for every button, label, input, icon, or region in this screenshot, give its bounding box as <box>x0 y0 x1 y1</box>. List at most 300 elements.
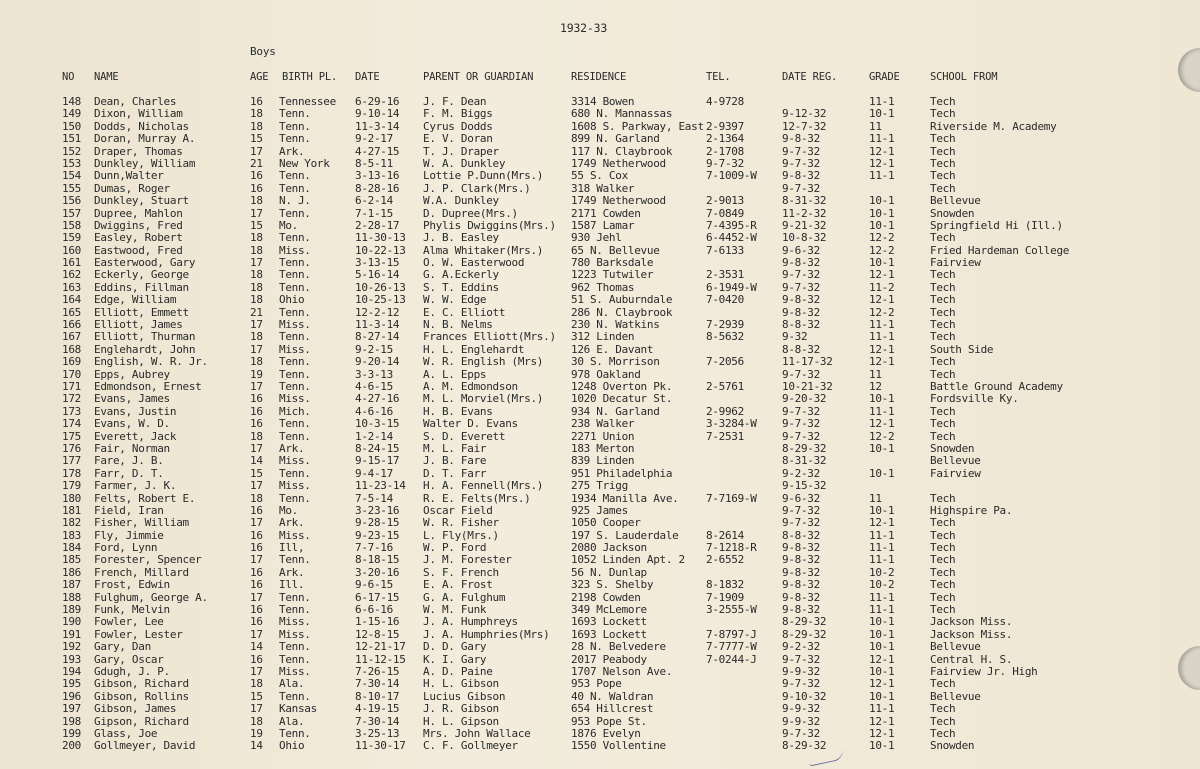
cell-date: 9-6-15 <box>355 579 393 592</box>
table-row <box>0 319 1200 331</box>
cell-reg: 9-8-32 <box>782 591 820 604</box>
cell-school: Bellevue <box>930 195 981 208</box>
cell-no: 174 <box>62 418 81 431</box>
cell-school: Tech <box>930 331 956 344</box>
cell-res: 680 N. Mannassas <box>571 108 673 121</box>
cell-age: 16 <box>250 170 263 183</box>
cell-reg: 11-17-32 <box>782 356 833 369</box>
cell-name: Forester, Spencer <box>94 554 202 567</box>
cell-date: 3-25-13 <box>355 727 400 740</box>
cell-name: French, Millard <box>94 566 189 579</box>
table-row <box>0 245 1200 257</box>
cell-school: Tech <box>930 727 956 740</box>
header-date: DATE <box>355 71 380 83</box>
cell-date: 2-28-17 <box>355 219 400 232</box>
cell-reg: 8-8-32 <box>782 343 820 356</box>
cell-reg: 9-8-32 <box>782 133 820 146</box>
cell-age: 18 <box>250 195 263 208</box>
cell-name: Evans, W. D. <box>94 418 170 431</box>
cell-reg: 9-6-32 <box>782 492 820 505</box>
cell-name: Evans, Justin <box>94 405 177 418</box>
cell-school: Tech <box>930 715 956 728</box>
cell-parent: W. R. English (Mrs) <box>423 356 544 369</box>
cell-tel: 7-1909 <box>706 591 744 604</box>
cell-age: 18 <box>250 678 263 691</box>
cell-parent: W. A. Dunkley <box>423 157 506 170</box>
cell-name: Edmondson, Ernest <box>94 380 202 393</box>
cell-res: 978 Oakland <box>571 368 641 381</box>
cell-school: Tech <box>930 591 956 604</box>
cell-reg: 9-7-32 <box>782 418 820 431</box>
cell-school: Bellevue <box>930 690 981 703</box>
cell-age: 16 <box>250 579 263 592</box>
cell-no: 193 <box>62 653 81 666</box>
cell-reg: 8-31-32 <box>782 455 827 468</box>
cell-school: Tech <box>930 182 956 195</box>
cell-grade: 11-1 <box>869 591 895 604</box>
cell-grade: 11-1 <box>869 331 895 344</box>
cell-school: Fairview <box>930 257 981 270</box>
cell-parent: J. M. Forester <box>423 554 512 567</box>
cell-no: 152 <box>62 145 81 158</box>
cell-no: 180 <box>62 492 81 505</box>
cell-birth: Tenn. <box>279 727 311 740</box>
cell-reg: 9-10-32 <box>782 690 827 703</box>
cell-birth: Tenn. <box>279 467 311 480</box>
cell-date: 10-22-13 <box>355 244 406 257</box>
cell-name: Dumas, Roger <box>94 182 170 195</box>
cell-res: 55 S. Cox <box>571 170 628 183</box>
cell-date: 11-12-15 <box>355 653 406 666</box>
cell-date: 12-2-12 <box>355 306 400 319</box>
table-row <box>0 455 1200 467</box>
cell-grade: 10-1 <box>869 504 895 517</box>
cell-tel: 7-0420 <box>706 294 744 307</box>
cell-birth: Tenn. <box>279 653 311 666</box>
cell-tel: 2-9397 <box>706 120 744 133</box>
cell-tel: 7-7169-W <box>706 492 757 505</box>
cell-parent: E. C. Elliott <box>423 306 506 319</box>
cell-parent: Lottie P.Dunn(Mrs.) <box>423 170 544 183</box>
table-row <box>0 356 1200 368</box>
cell-age: 21 <box>250 157 263 170</box>
cell-grade: 10-1 <box>869 195 895 208</box>
cell-res: 953 Pope <box>571 678 622 691</box>
cell-no: 199 <box>62 727 81 740</box>
cell-res: 40 N. Waldran <box>571 690 654 703</box>
cell-no: 156 <box>62 195 81 208</box>
cell-age: 18 <box>250 244 263 257</box>
cell-school: Snowden <box>930 740 975 753</box>
cell-parent: H. A. Fennell(Mrs.) <box>423 480 544 493</box>
cell-parent: F. M. Biggs <box>423 108 493 121</box>
cell-grade: 11-1 <box>869 554 895 567</box>
cell-res: 3314 Bowen <box>571 96 635 108</box>
cell-reg: 9-7-32 <box>782 504 820 517</box>
table-row <box>0 170 1200 182</box>
cell-date: 7-7-16 <box>355 542 393 555</box>
cell-school: Tech <box>930 517 956 530</box>
cell-parent: M. L. Morviel(Mrs.) <box>423 393 544 406</box>
cell-no: 182 <box>62 517 81 530</box>
cell-birth: Miss. <box>279 393 311 406</box>
cell-school: Tech <box>930 368 956 381</box>
cell-date: 10-25-13 <box>355 294 406 307</box>
cell-res: 1052 Linden Apt. 2 <box>571 554 685 567</box>
cell-tel: 8-2614 <box>706 529 744 542</box>
cell-date: 9-4-17 <box>355 467 393 480</box>
cell-school: Tech <box>930 96 956 108</box>
cell-no: 171 <box>62 380 81 393</box>
cell-no: 184 <box>62 542 81 555</box>
cell-age: 17 <box>250 591 263 604</box>
cell-grade: 10-1 <box>869 108 895 121</box>
cell-name: Dixon, William <box>94 108 183 121</box>
cell-no: 194 <box>62 665 81 678</box>
cell-name: Easterwood, Gary <box>94 257 196 270</box>
cell-res: 197 S. Lauderdale <box>571 529 679 542</box>
cell-school: Tech <box>930 579 956 592</box>
cell-parent: D. T. Farr <box>423 467 487 480</box>
cell-date: 8-10-17 <box>355 690 400 703</box>
cell-grade: 12 <box>869 380 882 393</box>
table-row <box>0 542 1200 554</box>
cell-reg: 9-8-32 <box>782 257 820 270</box>
cell-name: Dunkley, Stuart <box>94 195 189 208</box>
table-row <box>0 208 1200 220</box>
cell-grade: 10-1 <box>869 207 895 220</box>
cell-no: 153 <box>62 157 81 170</box>
cell-grade: 11 <box>869 368 882 381</box>
cell-parent: W.A. Dunkley <box>423 195 499 208</box>
cell-parent: K. I. Gary <box>423 653 487 666</box>
header-grade: GRADE <box>869 71 900 83</box>
table-row <box>0 294 1200 306</box>
cell-tel: 7-0849 <box>706 207 744 220</box>
cell-parent: W. R. Fisher <box>423 517 499 530</box>
header-parent: PARENT OR GUARDIAN <box>423 71 534 83</box>
cell-date: 7-30-14 <box>355 678 400 691</box>
cell-age: 16 <box>250 542 263 555</box>
cell-grade: 11-1 <box>869 133 895 146</box>
cell-tel: 2-1364 <box>706 133 744 146</box>
cell-grade: 11-1 <box>869 319 895 332</box>
table-row <box>0 616 1200 628</box>
cell-parent: T. J. Draper <box>423 145 499 158</box>
cell-name: Fulghum, George A. <box>94 591 208 604</box>
cell-date: 3-3-13 <box>355 368 393 381</box>
cell-birth: Miss. <box>279 455 311 468</box>
table-row <box>0 331 1200 343</box>
cell-age: 18 <box>250 232 263 245</box>
cell-age: 18 <box>250 492 263 505</box>
cell-parent: J. B. Fare <box>423 455 487 468</box>
cell-grade: 11 <box>869 120 882 133</box>
cell-school: Tech <box>930 281 956 294</box>
cell-tel: 2-5761 <box>706 380 744 393</box>
cell-grade: 12-1 <box>869 418 895 431</box>
cell-school: Central H. S. <box>930 653 1013 666</box>
cell-parent: Mrs. John Wallace <box>423 727 531 740</box>
cell-birth: Tenn. <box>279 133 311 146</box>
cell-date: 10-3-15 <box>355 418 400 431</box>
table-row <box>0 579 1200 591</box>
cell-date: 11-30-13 <box>355 232 406 245</box>
cell-res: 1050 Cooper <box>571 517 641 530</box>
cell-res: 65 N. Bellevue <box>571 244 660 257</box>
cell-parent: G. A. Fulghum <box>423 591 506 604</box>
cell-school: Tech <box>930 492 956 505</box>
cell-school: Tech <box>930 269 956 282</box>
cell-no: 151 <box>62 133 81 146</box>
cell-res: 1876 Evelyn <box>571 727 641 740</box>
cell-age: 17 <box>250 442 263 455</box>
cell-school: South Side <box>930 343 994 356</box>
cell-reg: 9-9-32 <box>782 665 820 678</box>
cell-grade: 11-2 <box>869 281 895 294</box>
cell-parent: H. L. Gibson <box>423 678 499 691</box>
cell-name: Funk, Melvin <box>94 604 170 617</box>
cell-name: Evans, James <box>94 393 170 406</box>
cell-no: 173 <box>62 405 81 418</box>
cell-birth: Mo. <box>279 504 298 517</box>
cell-name: Gdugh, J. P. <box>94 665 170 678</box>
cell-res: 1550 Vollentine <box>571 740 666 753</box>
cell-birth: Miss. <box>279 665 311 678</box>
cell-reg: 9-7-32 <box>782 368 820 381</box>
cell-res: 934 N. Garland <box>571 405 660 418</box>
cell-reg: 9-2-32 <box>782 641 820 654</box>
cell-birth: Tenn. <box>279 232 311 245</box>
cell-age: 18 <box>250 356 263 369</box>
cell-name: Doran, Murray A. <box>94 133 196 146</box>
cell-tel: 7-6133 <box>706 244 744 257</box>
cell-age: 16 <box>250 96 263 108</box>
cell-no: 187 <box>62 579 81 592</box>
cell-name: Fowler, Lee <box>94 616 164 629</box>
cell-parent: N. B. Nelms <box>423 319 493 332</box>
cell-birth: Tenn. <box>279 554 311 567</box>
cell-birth: Miss. <box>279 616 311 629</box>
cell-age: 14 <box>250 641 263 654</box>
cell-reg: 11-2-32 <box>782 207 827 220</box>
cell-age: 17 <box>250 319 263 332</box>
cell-res: 780 Barksdale <box>571 257 654 270</box>
cell-tel: 2-1708 <box>706 145 744 158</box>
cell-age: 16 <box>250 504 263 517</box>
table-row <box>0 393 1200 405</box>
cell-no: 175 <box>62 430 81 443</box>
cell-name: Ford, Lynn <box>94 542 158 555</box>
cell-parent: Phylis Dwiggins(Mrs.) <box>423 219 556 232</box>
cell-res: 925 James <box>571 504 628 517</box>
cell-grade: 11-1 <box>869 604 895 617</box>
cell-date: 8-18-15 <box>355 554 400 567</box>
cell-date: 4-27-16 <box>355 393 400 406</box>
cell-reg: 9-15-32 <box>782 480 827 493</box>
cell-name: Draper, Thomas <box>94 145 183 158</box>
cell-grade: 10-1 <box>869 628 895 641</box>
table-row <box>0 381 1200 393</box>
cell-res: 2271 Union <box>571 430 635 443</box>
cell-parent: D. D. Gary <box>423 641 487 654</box>
cell-age: 17 <box>250 480 263 493</box>
cell-school: Fairview Jr. High <box>930 665 1038 678</box>
cell-tel: 2-3531 <box>706 269 744 282</box>
cell-school: Tech <box>930 405 956 418</box>
cell-tel: 6-4452-W <box>706 232 757 245</box>
table-row <box>0 443 1200 455</box>
cell-parent: Alma Whitaker(Mrs.) <box>423 244 544 257</box>
cell-birth: Ala. <box>279 678 305 691</box>
cell-grade: 10-1 <box>869 616 895 629</box>
cell-reg: 9-21-32 <box>782 219 827 232</box>
cell-grade: 10-1 <box>869 393 895 406</box>
cell-grade: 12-1 <box>869 715 895 728</box>
cell-tel: 7-0244-J <box>706 653 757 666</box>
cell-reg: 8-29-32 <box>782 442 827 455</box>
cell-school: Tech <box>930 430 956 443</box>
cell-school: Tech <box>930 145 956 158</box>
cell-res: 275 Trigg <box>571 480 628 493</box>
cell-birth: Ala. <box>279 715 305 728</box>
cell-res: 28 N. Belvedere <box>571 641 666 654</box>
cell-reg: 8-8-32 <box>782 529 820 542</box>
cell-grade: 11-1 <box>869 96 895 108</box>
cell-school: Tech <box>930 703 956 716</box>
cell-age: 14 <box>250 455 263 468</box>
cell-parent: R. E. Felts(Mrs.) <box>423 492 531 505</box>
cell-birth: Tenn. <box>279 430 311 443</box>
cell-name: Farr, D. T. <box>94 467 164 480</box>
cell-no: 170 <box>62 368 81 381</box>
cell-name: Edge, William <box>94 294 177 307</box>
cell-parent: L. Fly(Mrs.) <box>423 529 499 542</box>
cell-date: 3-20-16 <box>355 566 400 579</box>
cell-school: Snowden <box>930 442 975 455</box>
cell-no: 176 <box>62 442 81 455</box>
cell-res: 1934 Manilla Ave. <box>571 492 679 505</box>
cell-birth: Tenn. <box>279 331 311 344</box>
cell-grade: 12-2 <box>869 232 895 245</box>
cell-age: 15 <box>250 219 263 232</box>
cell-age: 18 <box>250 430 263 443</box>
cell-date: 3-23-16 <box>355 504 400 517</box>
cell-tel: 2-9962 <box>706 405 744 418</box>
cell-birth: Miss. <box>279 480 311 493</box>
cell-reg: 9-7-32 <box>782 430 820 443</box>
cell-school: Tech <box>930 542 956 555</box>
cell-age: 17 <box>250 380 263 393</box>
cell-tel: 7-1218-R <box>706 542 757 555</box>
cell-birth: Tenn. <box>279 306 311 319</box>
cell-res: 839 Linden <box>571 455 635 468</box>
cell-name: Gibson, Rollins <box>94 690 189 703</box>
cell-grade: 12-2 <box>869 306 895 319</box>
cell-date: 9-28-15 <box>355 517 400 530</box>
cell-tel: 7-2939 <box>706 319 744 332</box>
table-row <box>0 369 1200 381</box>
table-row <box>0 232 1200 244</box>
table-row <box>0 344 1200 356</box>
cell-name: Epps, Aubrey <box>94 368 170 381</box>
cell-grade: 10-1 <box>869 467 895 480</box>
cell-reg: 9-7-32 <box>782 182 820 195</box>
cell-no: 195 <box>62 678 81 691</box>
cell-res: 183 Merton <box>571 442 635 455</box>
cell-no: 188 <box>62 591 81 604</box>
cell-no: 189 <box>62 604 81 617</box>
header-name: NAME <box>94 71 119 83</box>
cell-res: 1707 Nelson Ave. <box>571 665 673 678</box>
cell-res: 1020 Decatur St. <box>571 393 673 406</box>
cell-birth: Tenn. <box>279 281 311 294</box>
cell-school: Bellevue <box>930 641 981 654</box>
cell-grade: 11-1 <box>869 542 895 555</box>
cell-birth: Ark. <box>279 145 305 158</box>
cell-no: 150 <box>62 120 81 133</box>
cell-date: 11-3-14 <box>355 319 400 332</box>
table-row <box>0 728 1200 740</box>
cell-date: 12-21-17 <box>355 641 406 654</box>
table-row <box>0 257 1200 269</box>
cell-date: 7-1-15 <box>355 207 393 220</box>
cell-no: 196 <box>62 690 81 703</box>
cell-grade: 10-1 <box>869 219 895 232</box>
table-row <box>0 716 1200 728</box>
cell-birth: Ohio <box>279 294 305 307</box>
cell-birth: Tenn. <box>279 356 311 369</box>
cell-birth: Miss. <box>279 628 311 641</box>
cell-age: 17 <box>250 517 263 530</box>
table-row <box>0 567 1200 579</box>
cell-age: 16 <box>250 405 263 418</box>
cell-grade: 10-1 <box>869 690 895 703</box>
cell-res: 1693 Lockett <box>571 616 647 629</box>
cell-res: 286 N. Claybrook <box>571 306 673 319</box>
cell-res: 1223 Tutwiler <box>571 269 654 282</box>
cell-no: 177 <box>62 455 81 468</box>
cell-res: 953 Pope St. <box>571 715 647 728</box>
table-row <box>0 183 1200 195</box>
cell-reg: 8-29-32 <box>782 740 827 753</box>
cell-grade: 11 <box>869 492 882 505</box>
cell-parent: Lucius Gibson <box>423 690 506 703</box>
cell-res: 1749 Netherwood <box>571 195 666 208</box>
cell-date: 9-10-14 <box>355 108 400 121</box>
table-row <box>0 703 1200 715</box>
cell-tel: 7-8797-J <box>706 628 757 641</box>
cell-tel: 8-5632 <box>706 331 744 344</box>
cell-age: 18 <box>250 108 263 121</box>
cell-reg: 9-7-32 <box>782 145 820 158</box>
cell-parent: S. F. French <box>423 566 499 579</box>
cell-parent: O. W. Easterwood <box>423 257 525 270</box>
cell-date: 3-13-16 <box>355 170 400 183</box>
cell-no: 159 <box>62 232 81 245</box>
cell-grade: 12-1 <box>869 356 895 369</box>
cell-reg: 9-2-32 <box>782 467 820 480</box>
cell-school: Fried Hardeman College <box>930 244 1070 257</box>
cell-parent: J. A. Humphreys <box>423 616 518 629</box>
cell-no: 165 <box>62 306 81 319</box>
table-row <box>0 678 1200 690</box>
cell-no: 172 <box>62 393 81 406</box>
cell-birth: Tennessee <box>279 96 336 108</box>
cell-age: 15 <box>250 133 263 146</box>
cell-no: 181 <box>62 504 81 517</box>
cell-age: 17 <box>250 257 263 270</box>
